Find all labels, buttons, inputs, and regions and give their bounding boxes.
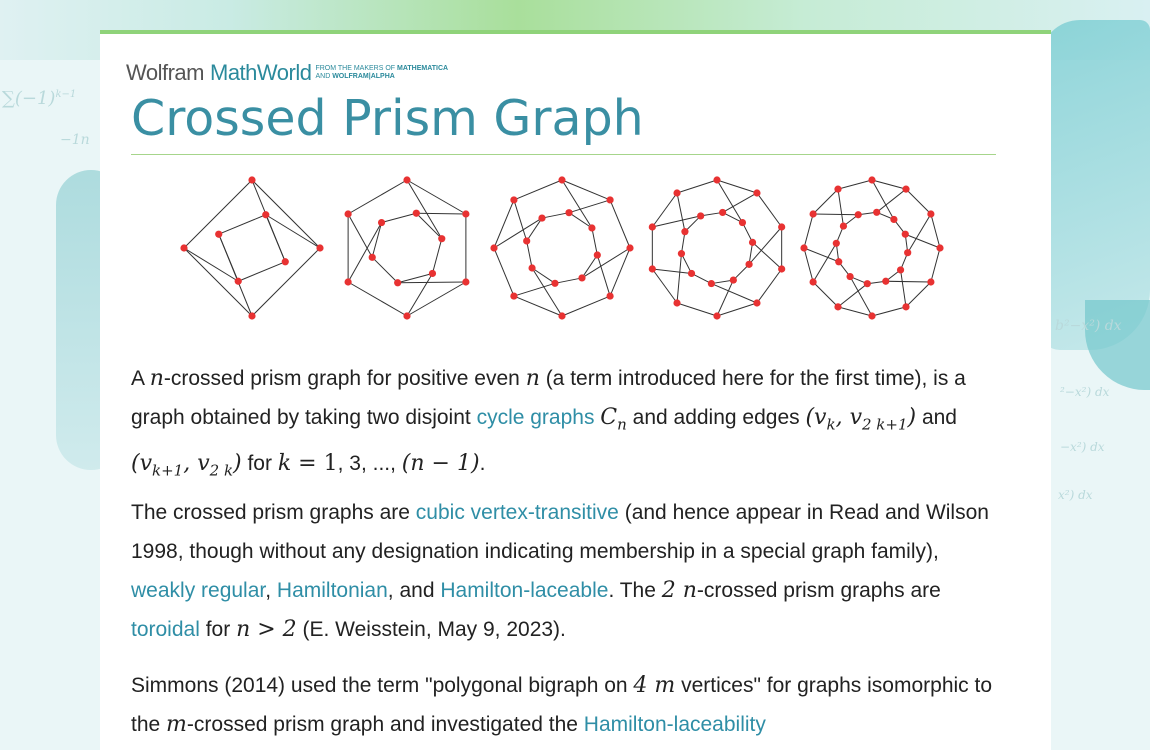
- graph-vertex: [510, 196, 517, 203]
- graph-vertex: [282, 258, 289, 265]
- graph-edge: [610, 248, 630, 296]
- graph-edge: [514, 180, 562, 200]
- graph-edge: [804, 214, 813, 248]
- graph-edge: [348, 180, 407, 214]
- graph-edge: [872, 307, 906, 316]
- graph-vertex: [713, 176, 720, 183]
- graph-edge: [252, 248, 320, 316]
- graph-vertex: [578, 274, 585, 281]
- graph-vertex: [248, 176, 255, 183]
- graph-vertex: [902, 186, 909, 193]
- graph-vertex: [606, 292, 613, 299]
- graph-edge: [804, 248, 839, 262]
- graph-vertex: [626, 244, 633, 251]
- graph-edge: [562, 180, 592, 228]
- graph-edge: [905, 234, 940, 248]
- graph-vertex: [262, 211, 269, 218]
- graph-edge: [514, 296, 562, 316]
- graph-vertex: [713, 312, 720, 319]
- graph-edge: [527, 241, 532, 268]
- graph-edge: [757, 193, 782, 227]
- background-formula-text: −1n: [60, 132, 90, 148]
- crossed-prism-graph-8: [490, 176, 633, 319]
- graph-edge: [838, 284, 867, 307]
- graph-edge: [348, 214, 372, 257]
- graph-vertex: [528, 264, 535, 271]
- graph-edge: [931, 214, 940, 248]
- graph-vertex: [800, 244, 807, 251]
- graph-edge: [542, 213, 569, 218]
- graph-vertex: [565, 209, 572, 216]
- graph-edge: [532, 268, 555, 283]
- graph-edge: [723, 193, 757, 212]
- graph-edge: [582, 248, 630, 278]
- graph-vertex: [438, 235, 445, 242]
- link-hamiltonian[interactable]: Hamiltonian: [276, 579, 388, 602]
- crossed-prism-graph-6: [345, 176, 470, 319]
- link-cubic-vertex-transitive[interactable]: cubic vertex-transitive: [415, 501, 619, 524]
- graph-vertex: [215, 231, 222, 238]
- graph-edge: [532, 268, 562, 316]
- link-hamilton-laceability[interactable]: Hamilton-laceability: [583, 713, 766, 736]
- graph-edge: [717, 180, 757, 193]
- page-title: Crossed Prism Graph: [131, 90, 644, 147]
- brand-mathworld-text: MathWorld: [210, 60, 312, 85]
- graph-edge: [838, 180, 872, 189]
- graph-vertex: [538, 214, 545, 221]
- content-card: [100, 30, 1051, 750]
- graph-edge: [494, 200, 514, 248]
- graph-edge: [562, 296, 610, 316]
- graph-vertex: [403, 312, 410, 319]
- graph-vertex: [834, 186, 841, 193]
- background-formula-sum: $\sum(-1)^{k-1}$: [2, 88, 77, 109]
- graph-vertex: [864, 280, 871, 287]
- graph-vertex: [719, 209, 726, 216]
- background-surface-right-lower: [1085, 300, 1150, 390]
- graph-edge: [348, 282, 407, 316]
- graph-edge: [931, 248, 940, 282]
- graph-edge: [804, 248, 813, 282]
- graph-edge: [757, 269, 782, 303]
- graph-vertex: [868, 312, 875, 319]
- graph-vertex: [846, 273, 853, 280]
- graph-vertex: [558, 312, 565, 319]
- graph-vertex: [745, 261, 752, 268]
- graph-edge: [569, 213, 592, 228]
- graph-edge: [906, 189, 931, 214]
- graph-edge: [610, 200, 630, 248]
- background-formula-integral2: ²−x²) dx: [1060, 385, 1110, 399]
- graph-edge: [813, 282, 838, 307]
- graph-vertex: [681, 228, 688, 235]
- graph-edge: [877, 189, 906, 212]
- graph-vertex: [678, 250, 685, 257]
- link-hamilton-laceable[interactable]: Hamilton-laceable: [440, 579, 609, 602]
- graph-edge: [398, 282, 466, 283]
- graph-edge: [717, 280, 733, 316]
- graph-vertex: [606, 196, 613, 203]
- graph-edge: [838, 189, 843, 226]
- graph-edge: [562, 180, 610, 200]
- graph-edge: [582, 255, 597, 278]
- graph-edge: [382, 213, 417, 222]
- graph-vertex: [403, 176, 410, 183]
- graph-edge: [348, 223, 381, 282]
- graph-vertex: [753, 299, 760, 306]
- graph-vertex: [778, 223, 785, 230]
- graph-vertex: [834, 303, 841, 310]
- graph-edge: [219, 234, 252, 316]
- graph-vertex: [413, 210, 420, 217]
- graph-vertex: [462, 210, 469, 217]
- background-formula-integral1: b²−x²) dx: [1055, 318, 1122, 334]
- graph-vertex: [523, 237, 530, 244]
- graph-vertex: [316, 244, 323, 251]
- graph-vertex: [778, 265, 785, 272]
- graph-vertex: [810, 210, 817, 217]
- graph-vertex: [394, 279, 401, 286]
- graph-edge: [813, 214, 858, 215]
- graph-edge: [494, 218, 542, 248]
- graph-edge: [872, 180, 906, 189]
- paragraph-definition: A n-crossed prism graph for positive even n (a term introduced here for the first time), is a graph obtained by taking two disjoint cycle graphs $C_n$ and adding edges ($v_k$, $v_{2 k+1}$) and ($v_{k+1}$, $v_{2 k}$) for k = 1, 3, ..., (n − 1).: [131, 366, 966, 480]
- paragraph-history: Simmons (2014) used the term "polygonal bigraph on 4 m vertices" for graphs isomorphic to the m-crossed prism graph and investigated the Hamilton-laceability: [131, 673, 993, 737]
- graph-vertex: [462, 278, 469, 285]
- crossed-prism-graph-4: [180, 176, 323, 319]
- crossed-prism-graph-12: [800, 176, 943, 319]
- graph-vertex: [833, 240, 840, 247]
- graph-edge: [677, 303, 717, 316]
- graph-edge: [184, 248, 252, 316]
- graph-vertex: [588, 224, 595, 231]
- graph-vertex: [927, 210, 934, 217]
- graph-edge: [901, 270, 906, 307]
- graph-edge: [677, 193, 685, 232]
- graph-edge: [652, 269, 691, 273]
- link-toroidal[interactable]: toroidal: [131, 618, 200, 641]
- graph-edge: [184, 248, 238, 281]
- graph-edge: [592, 228, 597, 255]
- graph-edge: [432, 239, 441, 274]
- graph-vertex: [558, 176, 565, 183]
- graph-edge: [677, 254, 681, 303]
- graph-edge: [407, 273, 432, 316]
- graph-vertex: [235, 278, 242, 285]
- graph-edge: [652, 269, 677, 303]
- background-formula-integral4: x²) dx: [1058, 488, 1093, 502]
- graph-vertex: [345, 210, 352, 217]
- graph-vertex: [673, 299, 680, 306]
- graph-edge: [494, 248, 514, 296]
- graph-edge: [372, 257, 397, 282]
- graph-vertex: [904, 249, 911, 256]
- link-weakly-regular[interactable]: weakly regular: [131, 579, 266, 602]
- graph-vertex: [936, 244, 943, 251]
- graph-vertex: [882, 278, 889, 285]
- graph-edge: [813, 189, 838, 214]
- graph-vertex: [378, 219, 385, 226]
- graph-vertex: [739, 219, 746, 226]
- graph-vertex: [902, 231, 909, 238]
- crossed-prism-graphs-figure: [180, 174, 950, 324]
- graph-vertex: [749, 239, 756, 246]
- background-formula-integral3: −x²) dx: [1060, 440, 1105, 454]
- graph-edge: [184, 180, 252, 248]
- graph-edge: [252, 180, 320, 248]
- graph-edge: [407, 180, 442, 239]
- graph-vertex: [902, 303, 909, 310]
- graph-vertex: [890, 216, 897, 223]
- graph-edge: [372, 223, 381, 258]
- graph-vertex: [927, 278, 934, 285]
- graph-edge: [416, 213, 466, 214]
- graph-vertex: [873, 209, 880, 216]
- link-cycle-graphs[interactable]: cycle graphs: [476, 406, 595, 429]
- graph-vertex: [868, 176, 875, 183]
- graph-vertex: [248, 312, 255, 319]
- graph-vertex: [810, 278, 817, 285]
- crossed-prism-graph-10: [649, 176, 786, 319]
- graph-vertex: [697, 212, 704, 219]
- graph-vertex: [753, 189, 760, 196]
- site-logo[interactable]: [126, 60, 465, 86]
- graph-vertex: [429, 270, 436, 277]
- graph-edge: [717, 303, 757, 316]
- paragraph-properties: The crossed prism graphs are cubic vertex-transitive (and hence appear in Read and Wilson 1998, though without any designation indicating membership in a special graph family), weakly regular, Hamiltonian, and Hamilton-laceable. The 2 n-crossed prism graphs are toroidal for n > 2 (E. Weisstein, May 9, 2023).: [131, 501, 989, 642]
- graph-vertex: [180, 244, 187, 251]
- graph-vertex: [855, 211, 862, 218]
- graph-edge: [219, 215, 266, 234]
- graph-edge: [711, 284, 757, 303]
- graph-vertex: [649, 223, 656, 230]
- graph-edge: [527, 218, 542, 241]
- graph-vertex: [708, 280, 715, 287]
- graph-vertex: [897, 266, 904, 273]
- brand-wolfram-text: Wolfram: [126, 60, 204, 85]
- title-divider: [131, 154, 996, 155]
- graph-edge: [555, 278, 582, 283]
- graph-vertex: [551, 280, 558, 287]
- graph-vertex: [369, 254, 376, 261]
- graph-vertex: [510, 292, 517, 299]
- graph-vertex: [673, 189, 680, 196]
- brand-tagline: FROM THE MAKERS OF MATHEMATICA AND WOLFRAM|ALPHA: [315, 65, 449, 80]
- graph-vertex: [688, 270, 695, 277]
- graph-edge: [813, 243, 836, 282]
- graph-vertex: [840, 222, 847, 229]
- graph-edge: [407, 282, 466, 316]
- graph-edge: [266, 215, 320, 248]
- graph-edge: [886, 281, 931, 282]
- graph-vertex: [594, 251, 601, 258]
- graph-edge: [838, 307, 872, 316]
- graph-edge: [252, 180, 285, 262]
- graph-vertex: [345, 278, 352, 285]
- graph-edge: [908, 214, 931, 253]
- graph-edge: [238, 262, 285, 281]
- graph-edge: [906, 282, 931, 307]
- graph-vertex: [835, 258, 842, 265]
- graph-vertex: [649, 265, 656, 272]
- graph-edge: [677, 180, 717, 193]
- graph-edge: [407, 180, 466, 214]
- graph-vertex: [730, 276, 737, 283]
- graph-vertex: [490, 244, 497, 251]
